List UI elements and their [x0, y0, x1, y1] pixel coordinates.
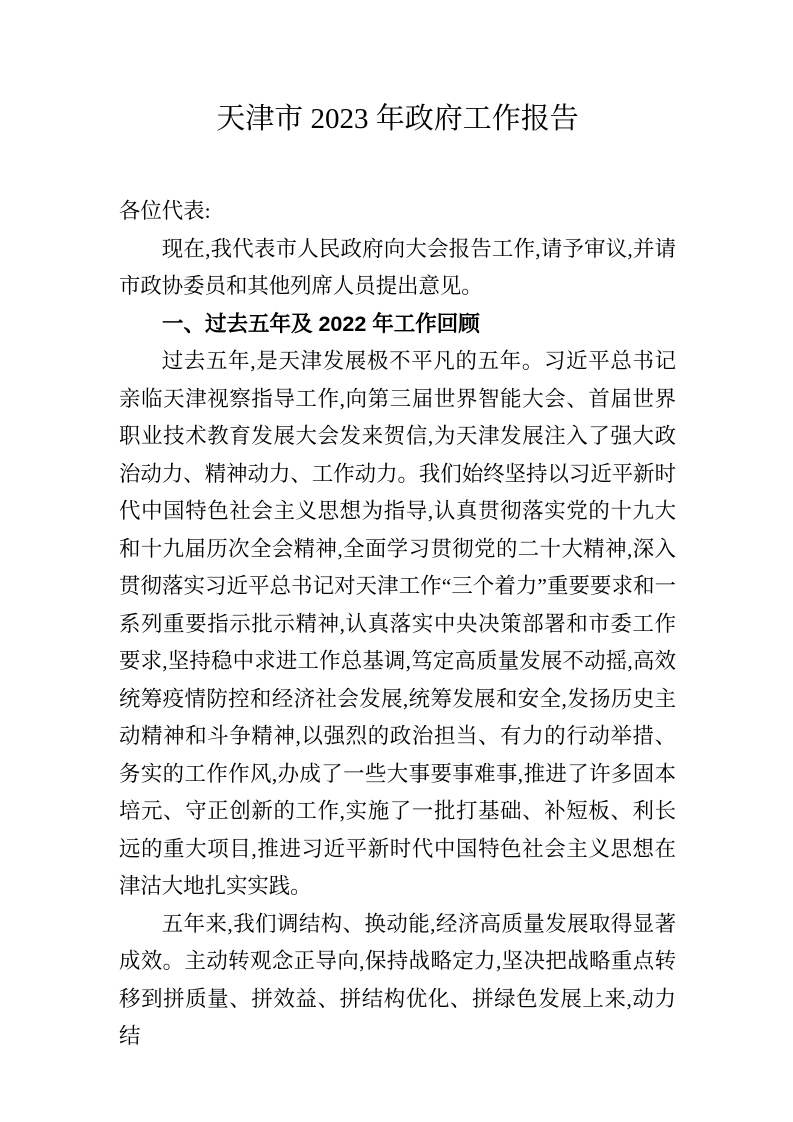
paragraph-list: [119, 231, 676, 1056]
body-paragraph: 现在,我代表市人民政府向大会报告工作,请予审议,并请市政协委员和其他列席人员提出意见。: [119, 236, 676, 298]
body-paragraph: 五年来,我们调结构、换动能,经济高质量发展取得显著成效。主动转观念正导向,保持战略定力,坚决把战略重点转移到拼质量、拼效益、拼结构优化、拼绿色发展上来,动力结: [119, 911, 676, 1048]
section-heading: 一、过去五年及 2022 年工作回顾: [162, 311, 480, 336]
document-title: 天津市 2023 年政府工作报告: [216, 103, 579, 135]
document-body: [119, 193, 676, 1056]
salutation: 各位代表:: [119, 199, 211, 223]
body-paragraph: 过去五年,是天津发展极不平凡的五年。习近平总书记亲临天津视察指导工作,向第三届世界智能大会、首届世界职业技术教育发展大会发来贺信,为天津发展注入了强大政治动力、精神动力、工作动力。我们始终坚持以习近平新时代中国特色社会主义思想为指导,认真贯彻落实党的十九大和十九届历次全会精神,全面学习贯彻党的二十大精神,深入贯彻落实习近平总书记对天津工作“三个着力”重要要求和一系列重要指示批示精神,认真落实中央决策部署和市委工作要求,坚持稳中求进工作总基调,笃定高质量发展不动摇,高效统筹疫情防控和经济社会发展,统筹发展和安全,发扬历史主动精神和斗争精神,以强烈的政治担当、有力的行动举措、务实的工作作风,办成了一些大事要事难事,推进了许多固本培元、守正创新的工作,实施了一批打基础、补短板、利长远的重大项目,推进习近平新时代中国特色社会主义思想在津沽大地扎实实践。: [119, 349, 676, 898]
